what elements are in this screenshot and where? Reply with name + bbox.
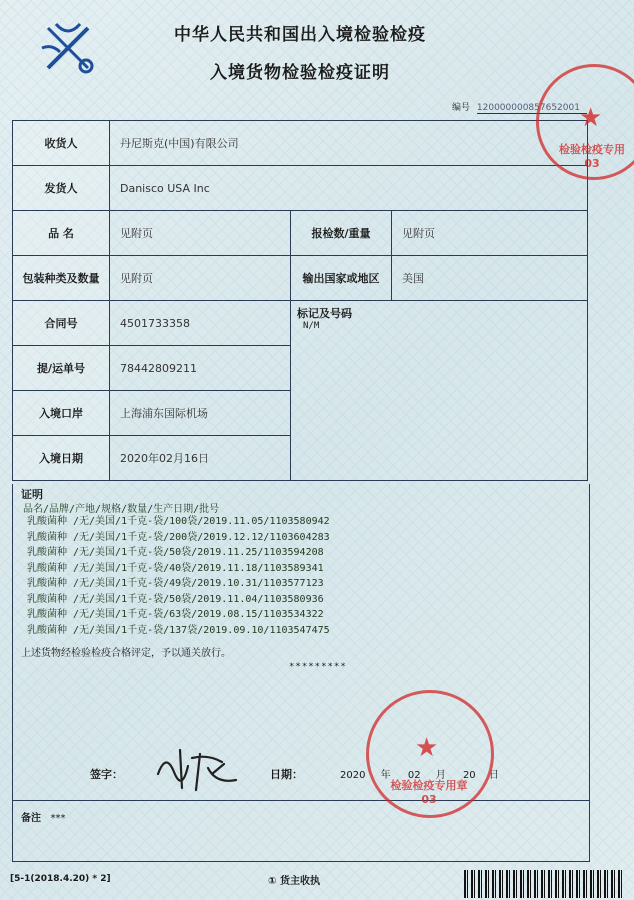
list-item: 乳酸菌种 /无/美国/1千克-袋/50袋/2019.11.25/1103594208 — [27, 547, 324, 558]
form-code: [5-1(2018.4.20) * 2] — [10, 874, 111, 884]
document-title: 中华人民共和国出入境检验检疫 — [174, 25, 426, 45]
sign-date-label: 日期： — [270, 768, 303, 781]
table-row — [13, 211, 588, 256]
goods-info-table — [12, 120, 588, 481]
list-item: 乳酸菌种 /无/美国/1千克-袋/40袋/2019.11.18/1103589341 — [27, 562, 324, 574]
day-unit: 日 — [488, 770, 499, 781]
barcode — [464, 870, 624, 898]
list-item: 乳酸菌种 /无/美国/1千克-袋/200袋/2019.12.12/1103604283 — [27, 531, 330, 543]
goods-label: 品 名 — [13, 211, 110, 256]
bl-label: 提/运单号 — [13, 346, 110, 391]
official-seal-top — [536, 64, 634, 180]
sign-year: 2020 — [340, 770, 366, 781]
goods-value: 见附页 — [110, 211, 291, 256]
entry-date-label: 入境日期 — [13, 436, 110, 481]
table-row — [13, 121, 588, 166]
remarks — [21, 809, 65, 824]
package-label: 包装种类及数量 — [13, 256, 110, 301]
consignor-label: 发货人 — [13, 166, 110, 211]
sign-month: 02 — [407, 770, 421, 781]
entry-date-value: 2020年02月16日 — [110, 436, 291, 481]
marks-cell — [291, 301, 588, 481]
customs-emblem-icon — [38, 18, 98, 78]
signature-label: 签字： — [90, 768, 123, 781]
contract-label: 合同号 — [13, 301, 110, 346]
certificate-section — [12, 484, 590, 801]
list-item: 乳酸菌种 /无/美国/1千克-袋/50袋/2019.11.04/1103580936 — [27, 593, 324, 605]
seal-bottom-num: 03 — [421, 793, 437, 806]
certificate-subheader: 品名/品牌/产地/规格/数量/生产日期/批号 — [23, 504, 220, 515]
star-icon: ★ — [415, 733, 439, 763]
consignor-value: Danisco USA Inc — [110, 166, 588, 211]
goods-list — [27, 514, 330, 638]
list-item: 乳酸菌种 /无/美国/1千克-袋/137袋/2019.09.10/1103547475 — [27, 624, 330, 636]
port-label: 入境口岸 — [13, 391, 110, 436]
official-seal-bottom — [366, 690, 494, 818]
sign-day: 20 — [462, 770, 476, 781]
certificate-label: 证明 — [21, 488, 43, 501]
handwritten-signature-icon — [152, 744, 242, 794]
list-item: 乳酸菌种 /无/美国/1千克-袋/100袋/2019.11.05/1103580942 — [27, 516, 330, 527]
star-icon: ★ — [579, 103, 603, 133]
quantity-label: 报检数/重量 — [291, 211, 392, 256]
month-unit: 月 — [435, 770, 446, 781]
quantity-value: 见附页 — [392, 211, 588, 256]
list-item: 乳酸菌种 /无/美国/1千克-袋/49袋/2019.10.31/1103577123 — [27, 578, 324, 589]
port-value: 上海浦东国际机场 — [110, 391, 291, 436]
certificate-end-stars: ********* — [289, 662, 347, 672]
consignee-value: 丹尼斯克(中国)有限公司 — [110, 121, 588, 166]
remarks-section — [12, 800, 590, 862]
seal-bottom-sub: 检验检疫专用章 — [390, 779, 468, 792]
certificate-conclusion: 上述货物经检验检疫合格评定，予以通关放行。 — [21, 648, 231, 659]
table-row — [13, 301, 588, 346]
serial-label: 编号 — [452, 103, 471, 113]
consignee-label: 收货人 — [13, 121, 110, 166]
origin-value: 美国 — [392, 256, 588, 301]
document-subtitle: 入境货物检验检疫证明 — [210, 63, 390, 83]
seal-top-num: 03 — [584, 157, 600, 170]
bl-value: 78442809211 — [110, 346, 291, 391]
copy-label: ① 货主收执 — [268, 876, 320, 887]
list-item: 乳酸菌种 /无/美国/1千克-袋/63袋/2019.08.15/1103534322 — [27, 609, 324, 620]
year-unit: 年 — [380, 770, 391, 781]
package-value: 见附页 — [110, 256, 291, 301]
marks-value: N/M — [303, 321, 320, 331]
seal-top-sub: 检验检疫专用 — [559, 143, 625, 156]
remarks-value: *** — [50, 813, 66, 824]
origin-label: 输出国家或地区 — [291, 256, 392, 301]
marks-label: 标记及号码 — [297, 307, 352, 320]
remarks-label: 备注 — [21, 813, 41, 824]
table-row — [13, 256, 588, 301]
serial-value: 120000000857652001 — [477, 103, 587, 114]
contract-value: 4501733358 — [110, 301, 291, 346]
table-row — [13, 166, 588, 211]
